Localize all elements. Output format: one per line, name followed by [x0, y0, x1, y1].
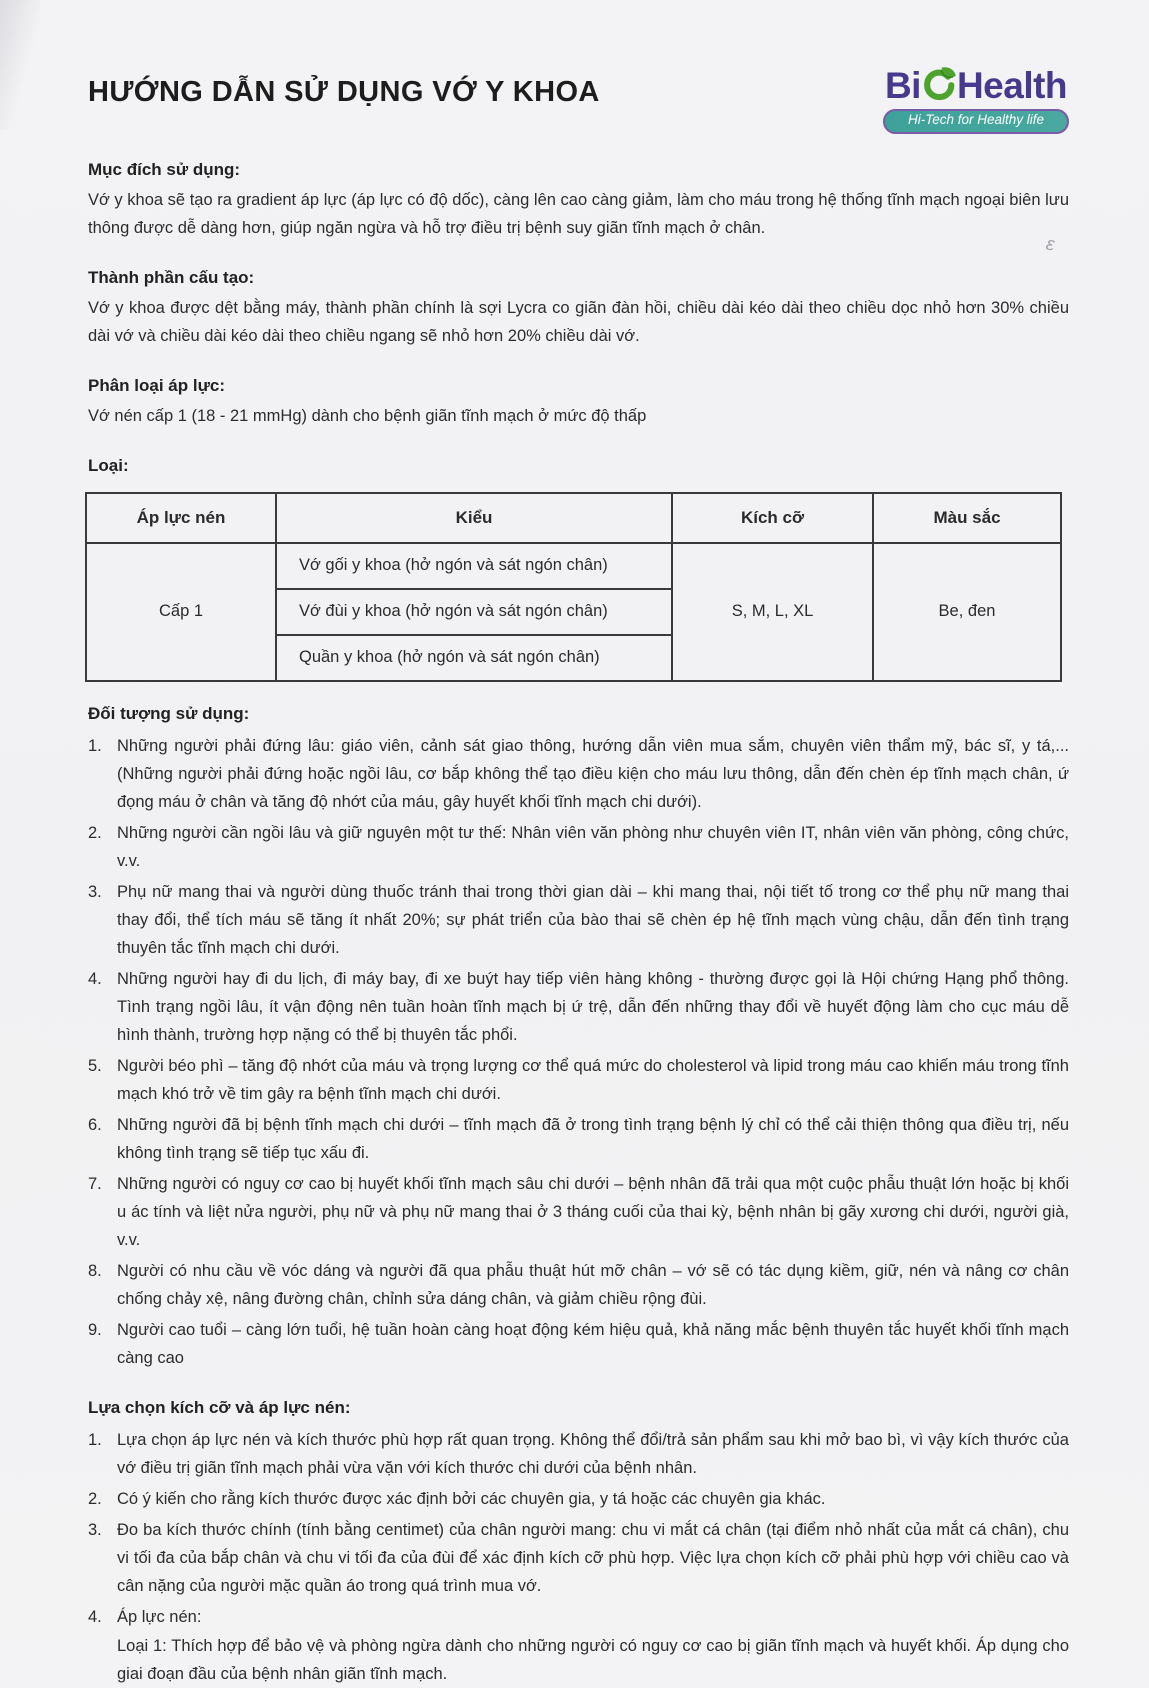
item-number: 2. — [88, 823, 102, 842]
item4-note: Loại 1: Thích hợp để bảo vệ và phòng ngừa dành cho những người có nguy cơ cao bị giãn tĩnh mạch và huyết khối. Áp dụng cho giai đoạn đầu của bệnh nhân giãn tĩnh mạch. — [117, 1636, 1069, 1683]
item-text: Những người cần ngồi lâu và giữ nguyên một tư thế: Nhân viên văn phòng như chuyên viên IT, nhân viên văn phòng, công chức, v.v. — [117, 823, 1069, 870]
page-title: HƯỚNG DẪN SỬ DỤNG VỚ Y KHOA — [88, 76, 600, 108]
table-row — [86, 543, 1061, 589]
paragraph-pressure-classification: Vớ nén cấp 1 (18 - 21 mmHg) dành cho bệnh giãn tĩnh mạch ở mức độ thấp — [88, 406, 647, 425]
table-cell-colors: Be, đen — [873, 543, 1061, 681]
item-text: Lựa chọn áp lực nén và kích thước phù hợp rất quan trọng. Không thể đổi/trả sản phẩm sau khi mở bao bì, vì vậy kích thước của vớ điều trị giãn tĩnh mạch phải vừa vặn với kích thước chi dưới của bệnh nhân. — [117, 1430, 1069, 1477]
list-item — [88, 1516, 1069, 1600]
table-header-style: Kiểu — [276, 493, 672, 543]
logo-tagline: Hi-Tech for Healthy life — [883, 109, 1069, 134]
item-number: 7. — [88, 1174, 102, 1193]
item-number: 2. — [88, 1489, 102, 1508]
list-item — [88, 819, 1069, 875]
item-text: Người béo phì – tăng độ nhớt của máu và trọng lượng cơ thể quá mức do cholesterol và lipid trong máu cao khiến máu trong tĩnh mạch khó trở về tim gây ra bệnh tĩnh mạch chi dưới. — [117, 1056, 1069, 1103]
item-number: 5. — [88, 1056, 102, 1075]
list-item — [88, 1426, 1069, 1482]
table-header-row — [86, 493, 1061, 543]
item-text: Những người có nguy cơ cao bị huyết khối tĩnh mạch sâu chi dưới – bệnh nhân đã trải qua một cuộc phẫu thuật lớn hoặc bị khối u ác tính và liệt nửa người, phụ nữ và phụ nữ mang thai ở 3 tháng cuối của thai kỳ, bệnh nhân bị gãy xương chi dưới, người già, v.v. — [117, 1174, 1069, 1249]
table-cell-style-pants: Quần y khoa (hở ngón và sát ngón chân) — [276, 635, 672, 681]
section-heading-purpose: Mục đích sử dụng: — [88, 159, 241, 179]
list-item — [88, 1316, 1069, 1372]
table-header-color: Màu sắc — [873, 493, 1061, 543]
item-text: Đo ba kích thước chính (tính bằng centimet) của chân người mang: chu vi mắt cá chân (tại điểm nhỏ nhất của mắt cá chân), chu vi tối đa của bắp chân và chu vi tối đa của đùi để xác định kích cỡ phù hợp. Việc lựa chọn kích cỡ phải phù hợp với chiều cao và cân nặng của người mặc quần áo trong quá trình mua vớ. — [117, 1520, 1069, 1595]
paragraph-purpose: Vớ y khoa sẽ tạo ra gradient áp lực (áp lực có độ dốc), càng lên cao càng giảm, làm cho máu trong hệ thống tĩnh mạch ngoại biên lưu thông được dễ dàng hơn, giúp ngăn ngừa và hỗ trợ điều trị bệnh suy giãn tĩnh mạch ở chân. — [88, 190, 1069, 237]
list-item — [88, 732, 1069, 816]
section-heading-pressure-classification: Phân loại áp lực: — [88, 375, 226, 395]
section-heading-type: Loại: — [88, 455, 129, 475]
item-number: 3. — [88, 1520, 102, 1539]
item-number: 4. — [88, 969, 102, 988]
list-item — [88, 1111, 1069, 1167]
table-cell-sizes: S, M, L, XL — [672, 543, 873, 681]
section-heading-target-users: Đối tượng sử dụng: — [88, 703, 250, 723]
document-header — [88, 64, 1069, 134]
item-text: Những người phải đứng lâu: giáo viên, cảnh sát giao thông, hướng dẫn viên mua sắm, chuyên viên thẩm mỹ, bác sĩ, y tá,... (Những người phải đứng hoặc ngồi lâu, cơ bắp không thể tạo điều kiện cho máu lưu thông, dẫn đến chèn ép tĩnh mạch chân, ứ đọng máu ở chân và tăng độ nhớt của máu, gây huyết khối tĩnh mạch chi dưới). — [117, 736, 1069, 811]
item-number: 3. — [88, 882, 102, 901]
item-text: Những người đã bị bệnh tĩnh mạch chi dưới – tĩnh mạch đã ở trong tình trạng bệnh lý chỉ có thể cải thiện thông qua điều trị, nếu không tình trạng sẽ tiếp tục xấu đi. — [117, 1115, 1069, 1162]
paragraph-composition: Vớ y khoa được dệt bằng máy, thành phần chính là sợi Lycra co giãn đàn hồi, chiều dài kéo dài theo chiều dọc nhỏ hơn 30% chiều dài vớ và chiều dài kéo dài theo chiều ngang sẽ nhỏ hơn 20% chiều dài vớ. — [88, 298, 1069, 345]
list-item — [88, 1052, 1069, 1108]
item-text: Áp lực nén: — [117, 1607, 202, 1626]
list-item — [88, 1170, 1069, 1254]
product-spec-table — [85, 492, 1062, 682]
item-number: 1. — [88, 736, 102, 755]
table-cell-style-thigh: Vớ đùi y khoa (hở ngón và sát ngón chân) — [276, 589, 672, 635]
table-cell-pressure-level: Cấp 1 — [86, 543, 276, 681]
logo-text-health: Health — [956, 64, 1068, 106]
list-item — [88, 1485, 1069, 1513]
biohealth-logo-wordmark — [883, 64, 1069, 106]
list-item — [88, 1257, 1069, 1313]
item-number: 6. — [88, 1115, 102, 1134]
table-header-size: Kích cỡ — [672, 493, 873, 543]
item-text: Người có nhu cầu về vóc dáng và người đã qua phẫu thuật hút mỡ chân – vớ sẽ có tác dụng kiềm, giữ, nén và nâng cơ chân chống chảy xệ, nâng đường chân, chỉnh sửa dáng chân, và giảm chiều rộng đùi. — [117, 1261, 1069, 1308]
target-users-list — [88, 732, 1069, 1372]
item-text: Có ý kiến cho rằng kích thước được xác định bởi các chuyên gia, y tá hoặc các chuyên gia khác. — [117, 1489, 826, 1508]
section-heading-composition: Thành phần cấu tạo: — [88, 267, 255, 287]
item-text: Phụ nữ mang thai và người dùng thuốc tránh thai trong thời gian dài – khi mang thai, nội tiết tố trong cơ thể phụ nữ mang thai thay đổi, thể tích máu sẽ tăng ít nhất 20%; sự phát triển của bào thai sẽ chèn ép hệ tĩnh mạch vùng chậu, dẫn đến tình trạng thuyên tắc tĩnh mạch chi dưới. — [117, 882, 1069, 957]
list-item — [88, 878, 1069, 962]
item-text: Người cao tuổi – càng lớn tuổi, hệ tuần hoàn càng hoạt động kém hiệu quả, khả năng mắc bệnh thuyên tắc huyết khối tĩnh mạch càng cao — [117, 1320, 1069, 1367]
logo-text-bi: Bi — [884, 64, 921, 106]
list-item — [88, 1603, 1069, 1631]
item-text: Những người hay đi du lịch, đi máy bay, đi xe buýt hay tiếp viên hàng không - thường được gọi là Hội chứng Hạng phổ thông. Tình trạng ngồi lâu, ít vận động nên tuần hoàn tĩnh mạch bị ứ trệ, dẫn đến những thay đổi về huyết động làm cho cục máu dễ hình thành, trường hợp nặng có thể bị thuyên tắc phổi. — [117, 969, 1069, 1044]
item-number: 8. — [88, 1261, 102, 1280]
biohealth-logo — [883, 64, 1069, 134]
list-item — [88, 965, 1069, 1049]
handwritten-pen-mark: ε — [1044, 233, 1057, 256]
section-heading-size-selection: Lựa chọn kích cỡ và áp lực nén: — [88, 1397, 351, 1417]
leaf-circle-icon — [921, 66, 957, 108]
item-number: 9. — [88, 1320, 102, 1339]
item-number: 4. — [88, 1607, 102, 1626]
table-cell-style-knee: Vớ gối y khoa (hở ngón và sát ngón chân) — [276, 543, 672, 589]
table-header-pressure: Áp lực nén — [86, 493, 276, 543]
size-selection-list — [88, 1426, 1069, 1688]
item-number: 1. — [88, 1430, 102, 1449]
